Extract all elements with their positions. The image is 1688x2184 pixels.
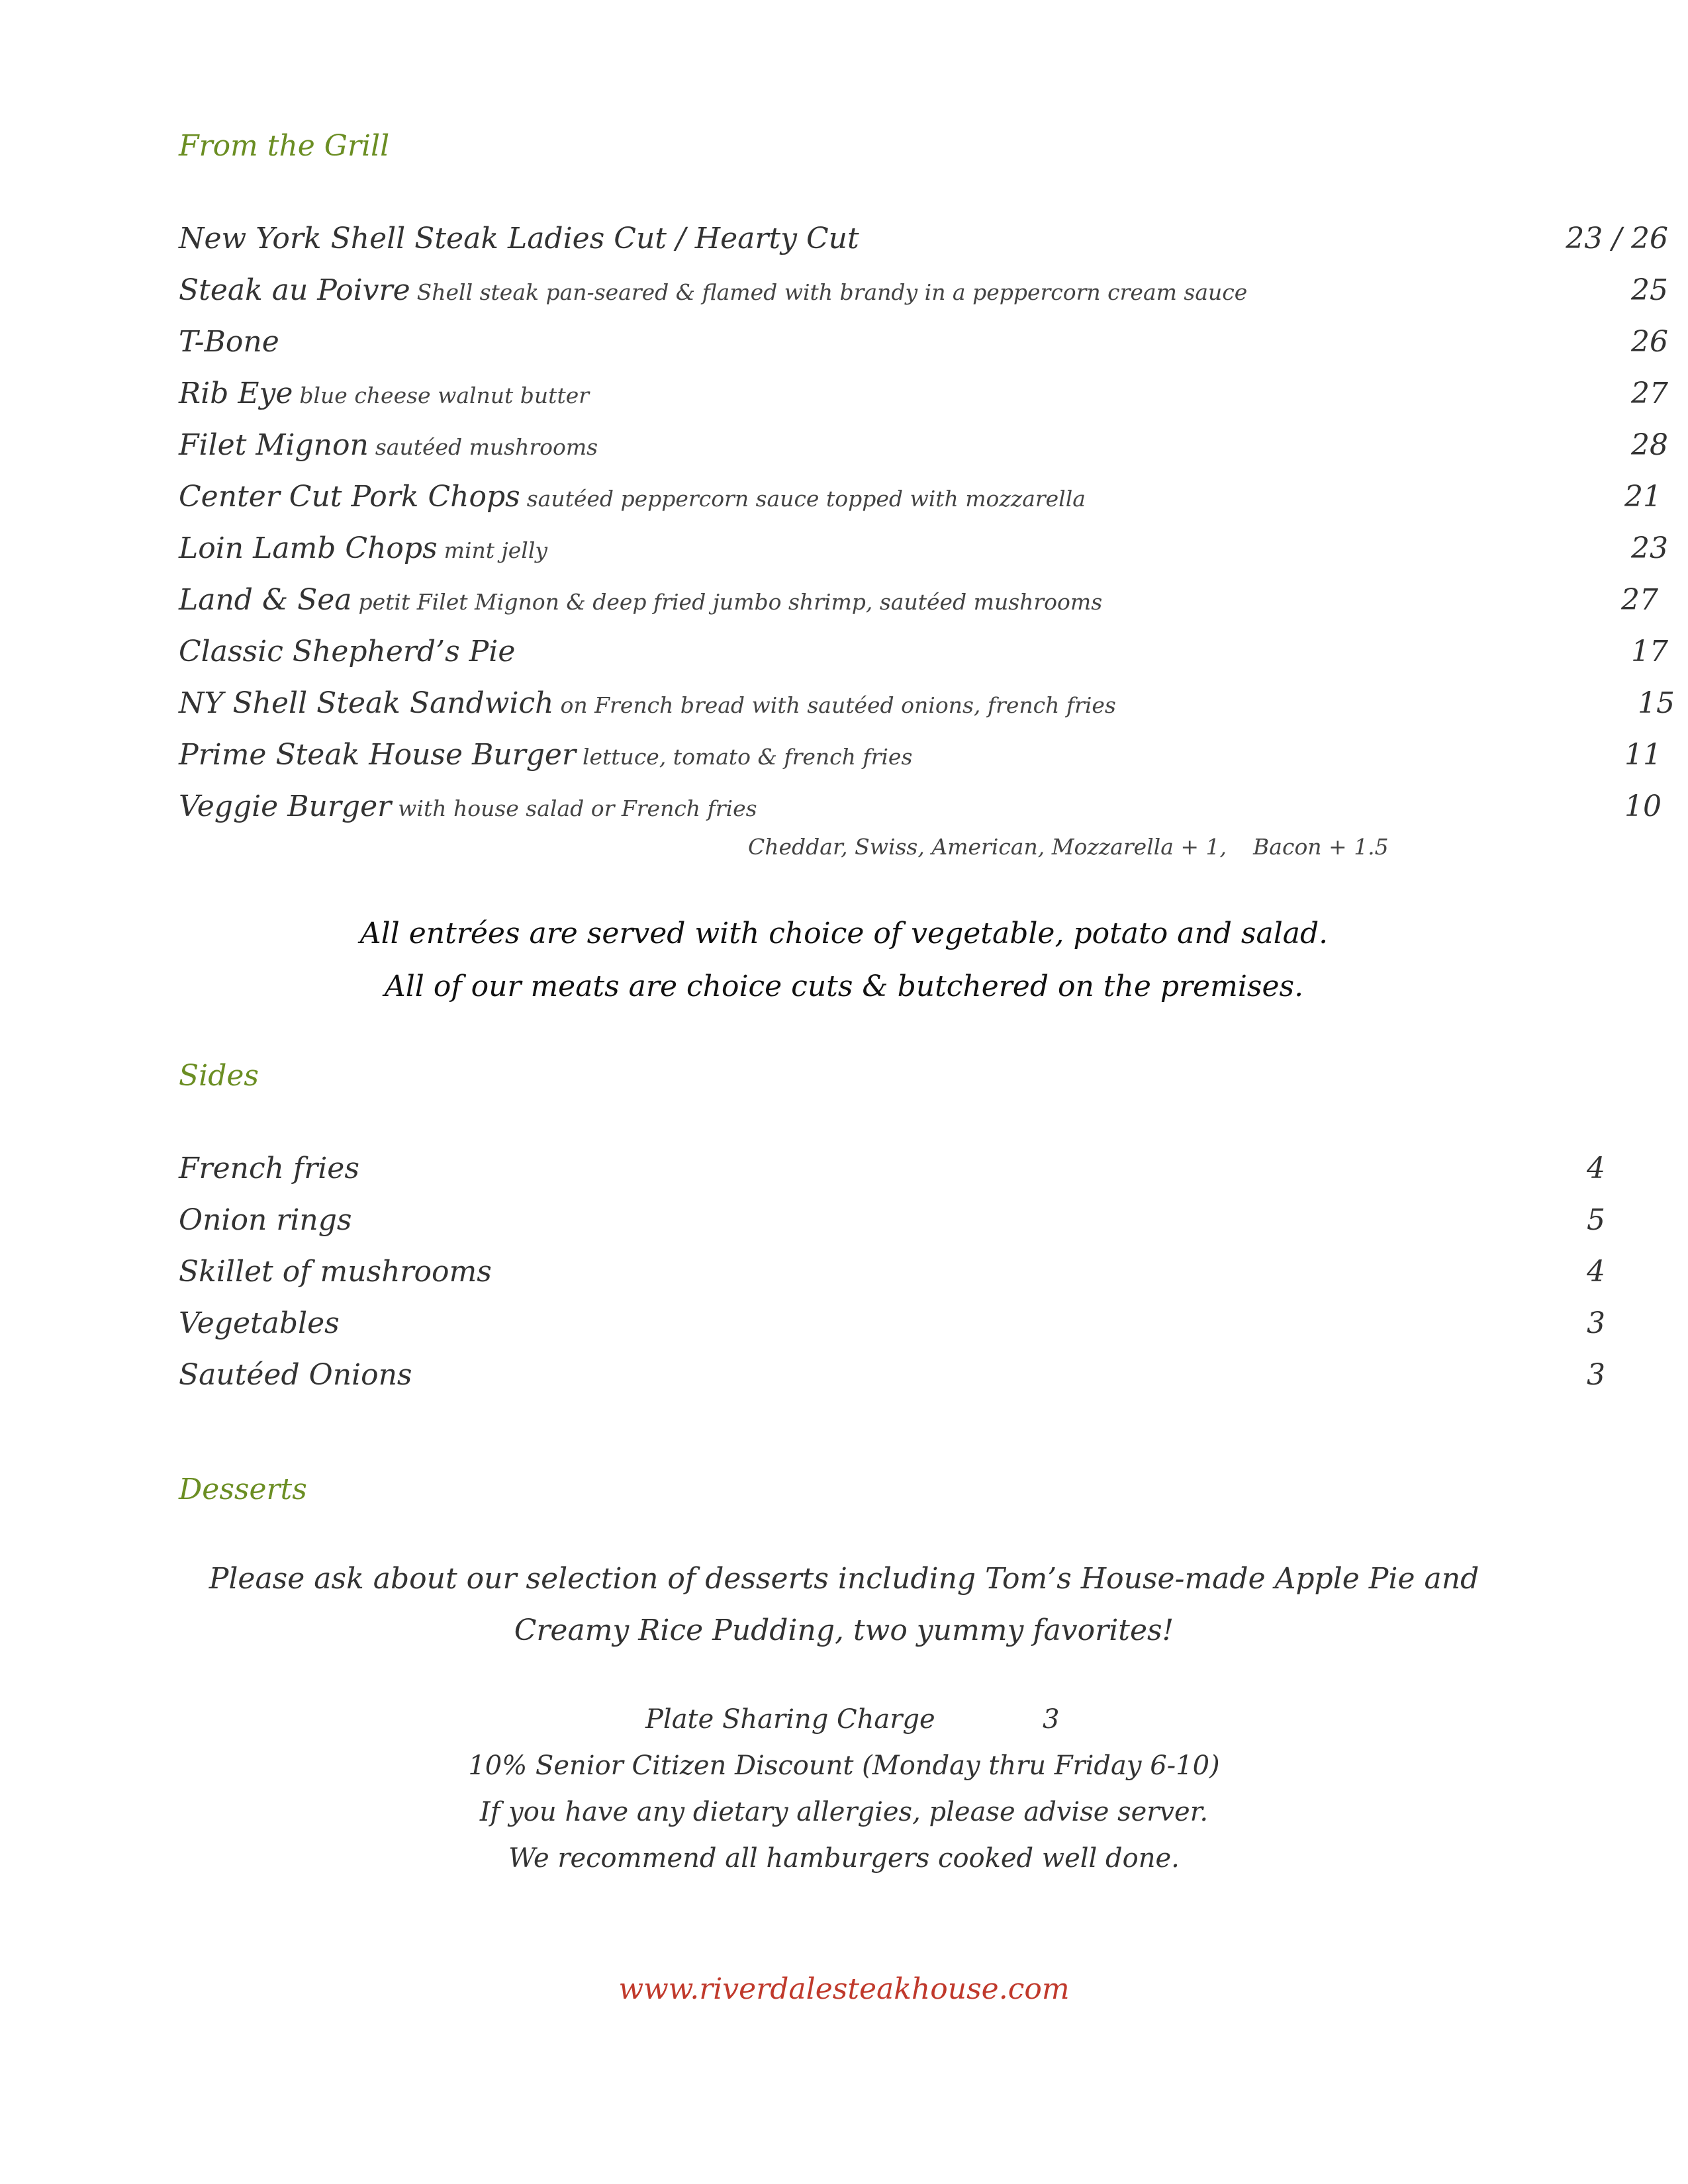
item-price: 25 xyxy=(1631,273,1668,307)
item-price: 23 xyxy=(1631,531,1668,565)
grill-item xyxy=(179,273,1668,313)
item-description: with house salad or French fries xyxy=(398,796,757,821)
item-name: Veggie Burger xyxy=(179,790,392,823)
grill-item xyxy=(179,222,1668,261)
item-name: Steak au Poivre xyxy=(179,273,410,307)
grill-item xyxy=(179,428,1668,468)
item-description: Shell steak pan-seared & flamed with brandy in a peppercorn cream sauce xyxy=(416,279,1248,305)
hamburger-note: We recommend all hamburgers cooked well done. xyxy=(508,1843,1180,1874)
item-name: Classic Shepherd’s Pie xyxy=(179,635,516,668)
entree-note-2: All of our meats are choice cuts & butchered on the premises. xyxy=(384,970,1304,1003)
side-item xyxy=(179,1152,1605,1191)
grill-item xyxy=(179,635,1668,674)
dessert-line-2b: two yummy favorites! xyxy=(853,1614,1174,1647)
grill-item xyxy=(179,377,1668,416)
item-price: 17 xyxy=(1631,635,1668,668)
addon-note xyxy=(748,834,1389,860)
item-price: 10 xyxy=(1624,790,1662,823)
item-price: 3 xyxy=(1587,1358,1605,1392)
item-description: blue cheese walnut butter xyxy=(299,383,590,408)
item-price: 27 xyxy=(1631,377,1668,410)
item-description: mint jelly xyxy=(444,537,548,563)
grill-item xyxy=(179,531,1668,571)
website-link[interactable]: www.riverdalesteakhouse.com xyxy=(618,1972,1070,2006)
item-price: 26 xyxy=(1631,325,1668,359)
grill-item xyxy=(179,325,1668,365)
grill-heading: From the Grill xyxy=(179,129,390,163)
item-name: Prime Steak House Burger xyxy=(179,738,576,772)
item-price: 27 xyxy=(1621,583,1658,617)
item-price: 11 xyxy=(1624,738,1662,772)
bacon-addon: Bacon + 1.5 xyxy=(1253,834,1389,860)
item-name: NY Shell Steak Sandwich xyxy=(179,686,554,720)
item-name: Loin Lamb Chops xyxy=(179,531,438,565)
grill-item xyxy=(179,583,1658,623)
side-item xyxy=(179,1203,1605,1243)
item-name: T-Bone xyxy=(179,325,279,359)
item-price: 4 xyxy=(1587,1255,1605,1289)
desserts-heading: Desserts xyxy=(179,1473,307,1506)
item-price: 3 xyxy=(1587,1306,1605,1340)
item-description: sautéed mushrooms xyxy=(375,434,598,460)
grill-item xyxy=(179,480,1662,520)
side-item xyxy=(179,1255,1605,1295)
item-description: on French bread with sautéed onions, french fries xyxy=(560,692,1116,718)
item-price: 21 xyxy=(1624,480,1662,514)
dessert-line-1: Please ask about our selection of desserts including Tom’s House-made Apple Pie and xyxy=(209,1562,1479,1596)
senior-discount: 10% Senior Citizen Discount (Monday thru Friday 6-10) xyxy=(468,1751,1220,1781)
grill-item xyxy=(179,686,1675,726)
item-description: petit Filet Mignon & deep fried jumbo shrimp, sautéed mushrooms xyxy=(358,589,1103,615)
item-name: Vegetables xyxy=(179,1306,340,1340)
item-name: Filet Mignon xyxy=(179,428,369,462)
dessert-line-2a: Creamy Rice Pudding, xyxy=(514,1614,844,1647)
item-name: Rib Eye xyxy=(179,377,293,410)
allergy-note: If you have any dietary allergies, please advise server. xyxy=(479,1797,1209,1827)
item-price: 4 xyxy=(1587,1152,1605,1185)
item-name: Onion rings xyxy=(179,1203,352,1237)
item-price: 23 / 26 xyxy=(1566,222,1668,255)
item-name: Center Cut Pork Chops xyxy=(179,480,520,514)
grill-item xyxy=(179,790,1662,829)
plate-sharing-label: Plate Sharing Charge xyxy=(645,1704,935,1735)
dessert-line-2 xyxy=(0,1614,1688,1647)
item-name: French fries xyxy=(179,1152,359,1185)
plate-sharing-line xyxy=(645,1704,1109,1735)
sides-heading: Sides xyxy=(179,1059,259,1093)
item-description: sautéed peppercorn sauce topped with mozzarella xyxy=(526,486,1086,512)
entree-note-1: All entrées are served with choice of vegetable, potato and salad. xyxy=(359,917,1329,950)
side-item xyxy=(179,1358,1605,1398)
item-price: 15 xyxy=(1638,686,1675,720)
item-name: Sautéed Onions xyxy=(179,1358,412,1392)
item-price: 5 xyxy=(1587,1203,1605,1237)
side-item xyxy=(179,1306,1605,1346)
grill-item xyxy=(179,738,1662,778)
cheese-addon: Cheddar, Swiss, American, Mozzarella + 1, xyxy=(748,834,1227,860)
item-name: Land & Sea xyxy=(179,583,352,617)
item-description: lettuce, tomato & french fries xyxy=(582,744,913,770)
item-price: 28 xyxy=(1631,428,1668,462)
item-name: Skillet of mushrooms xyxy=(179,1255,492,1289)
item-name: New York Shell Steak Ladies Cut / Hearty Cut xyxy=(179,222,859,255)
plate-sharing-price: 3 xyxy=(1043,1704,1060,1735)
